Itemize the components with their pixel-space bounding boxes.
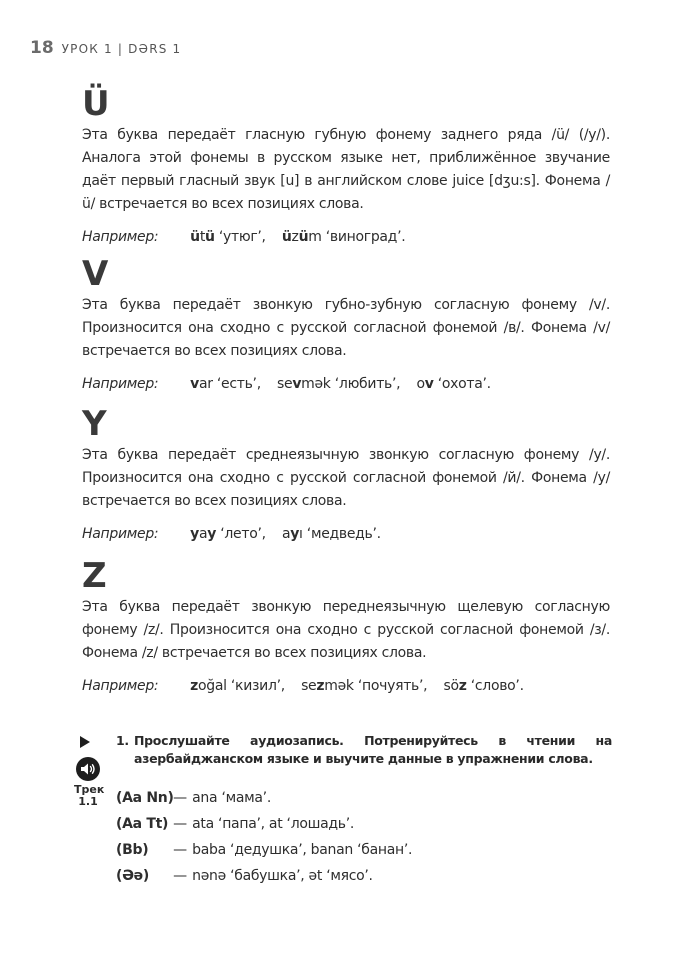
section-description: Эта буква передаёт звонкую переднеязычную щелевую согласную фонему /z/. Произносится она сходно с русской согласной фонемой /з/. Фонема /z/ встречается во всех позициях слова. bbox=[82, 599, 610, 661]
exercise-block bbox=[82, 732, 612, 768]
example-word: ov ‘охота’. bbox=[416, 376, 491, 392]
example-line bbox=[82, 675, 610, 697]
dash: — bbox=[173, 842, 187, 858]
example-word: ayı ‘медведь’. bbox=[281, 526, 381, 542]
play-triangle-icon[interactable] bbox=[80, 736, 90, 748]
section-letter: Z bbox=[82, 556, 107, 596]
section-letter: V bbox=[82, 254, 109, 294]
letter-section-z bbox=[82, 556, 610, 697]
list-item bbox=[116, 813, 412, 839]
letter-code: (Aa Tt) bbox=[116, 816, 169, 832]
section-description: Эта буква передаёт гласную губную фонему заднего ряда /ü/ (/y/). Аналога этой фонемы в русском языке нет, приближённое звучание даёт первый гласный звук [u] в английском слове juice [dʒu:s]. Фонема /ü/ встречается во всех позициях слова. bbox=[82, 127, 610, 212]
list-item bbox=[116, 865, 412, 891]
section-description: Эта буква передаёт звонкую губно-зубную согласную фонему /v/. Произносится она сходно с русской согласной фонемой /в/. Фонема /v/ встречается во всех позициях слова. bbox=[82, 297, 610, 359]
example-label: Например: bbox=[82, 376, 159, 392]
example-word: var ‘есть’, bbox=[190, 376, 261, 392]
word-gloss: baba ‘дедушка’, banan ‘банан’. bbox=[192, 842, 413, 858]
section-description: Эта буква передаёт среднеязычную звонкую согласную фонему /y/. Произносится она сходно с русской согласной фонемой /й/. Фонема /y/ встречается во всех позициях слова. bbox=[82, 447, 610, 509]
example-label: Например: bbox=[82, 229, 159, 245]
example-word: sezmək ‘почуять’, bbox=[301, 678, 428, 694]
example-word: yay ‘лето’, bbox=[190, 526, 266, 542]
section-letter: Y bbox=[82, 404, 107, 444]
example-word: üzüm ‘виноград’. bbox=[281, 229, 406, 245]
speaker-icon[interactable] bbox=[76, 757, 100, 781]
dash: — bbox=[173, 868, 187, 884]
track-label: Трек 1.1 bbox=[74, 783, 105, 808]
list-item bbox=[116, 839, 412, 865]
exercise-number: 1. bbox=[116, 733, 129, 748]
letter-code: (Bb) bbox=[116, 842, 149, 858]
word-gloss: nənə ‘бабушка’, ət ‘мясо’. bbox=[192, 868, 373, 884]
example-line bbox=[82, 226, 610, 248]
letter-code: (Əə) bbox=[116, 868, 149, 884]
dash: — bbox=[173, 816, 187, 832]
dash: — bbox=[173, 790, 187, 806]
word-gloss: ana ‘мама’. bbox=[192, 790, 271, 806]
example-word: ütü ‘утюг’, bbox=[190, 229, 266, 245]
page-number: 18 bbox=[30, 38, 54, 58]
word-gloss: ata ‘папа’, at ‘лошадь’. bbox=[192, 816, 355, 832]
example-label: Например: bbox=[82, 678, 159, 694]
lesson-title: УРОК 1 | DƏRS 1 bbox=[61, 42, 182, 56]
letter-section-u-umlaut bbox=[82, 84, 610, 248]
letter-section-y bbox=[82, 404, 610, 545]
letter-code: (Aa Nn) bbox=[116, 790, 174, 806]
page-header bbox=[30, 38, 181, 58]
exercise-text: Прослушайте аудиозапись. Потренируйтесь в чтении на азербайджанском языке и выучите данные в упражнении слова. bbox=[134, 733, 612, 766]
audio-track[interactable] bbox=[74, 757, 105, 808]
list-item bbox=[116, 787, 412, 813]
example-word: söz ‘слово’. bbox=[443, 678, 524, 694]
section-letter: Ü bbox=[82, 84, 110, 124]
example-word: zoğal ‘кизил’, bbox=[190, 678, 285, 694]
word-list bbox=[116, 787, 412, 891]
example-line bbox=[82, 523, 610, 545]
example-word: sevmək ‘любить’, bbox=[277, 376, 401, 392]
letter-section-v bbox=[82, 254, 610, 395]
exercise-instruction bbox=[116, 732, 612, 768]
example-label: Например: bbox=[82, 526, 159, 542]
example-line bbox=[82, 373, 610, 395]
